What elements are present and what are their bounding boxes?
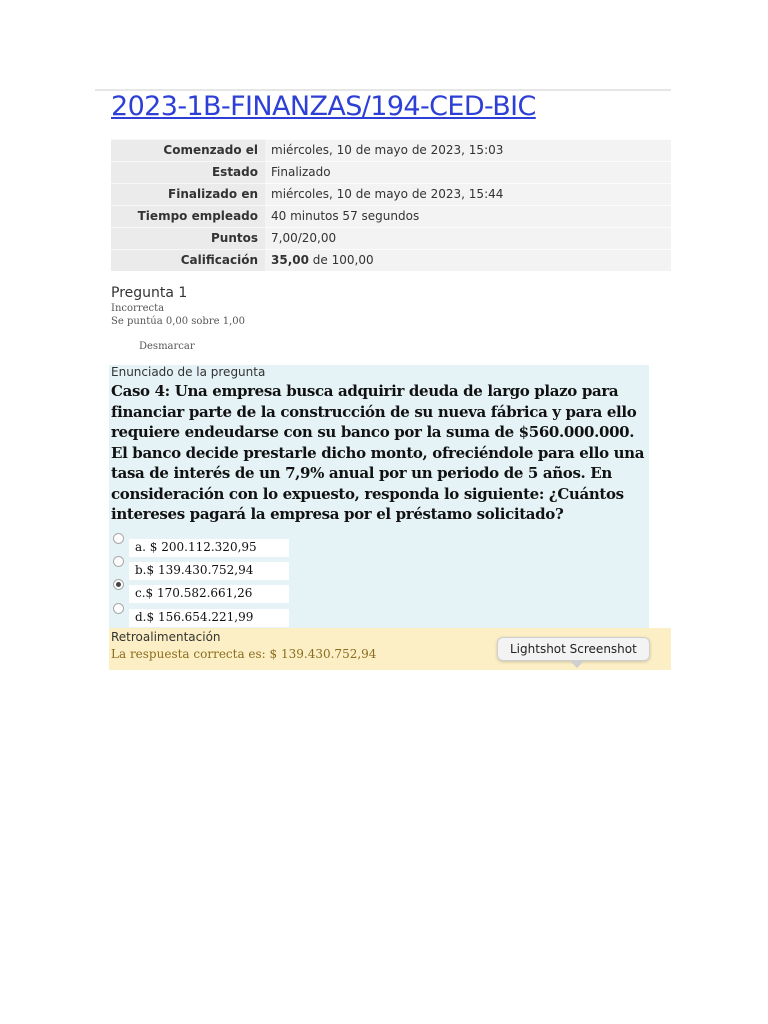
summary-label: Estado xyxy=(111,162,265,184)
summary-row-finished xyxy=(111,184,671,206)
answer-option-b[interactable] xyxy=(109,556,409,578)
summary-row-time xyxy=(111,206,671,228)
summary-label: Tiempo empleado xyxy=(111,206,265,228)
course-title-link[interactable]: 2023-1B-FINANZAS/194-CED-BIC xyxy=(111,91,536,122)
question-text: Caso 4: Una empresa busca adquirir deuda de largo plazo para financiar parte de la construcción de su nueva fábrica y para ello requiere endeudarse con su banco por la suma de $560.000.000. El banco decide prestarle dicho monto, ofreciéndole para ello una tasa de interés de un 7,9% anual por un periodo de 5 años. En consideración con lo expuesto, responda lo siguiente: ¿Cuántos intereses pagará la empresa por el préstamo solicitado? xyxy=(111,382,645,523)
summary-row-started xyxy=(111,140,671,162)
correct-answer-text: La respuesta correcta es: $ 139.430.752,94 xyxy=(111,647,377,661)
answer-label: c.$ 170.582.661,26 xyxy=(135,586,253,600)
question-grade: Se puntúa 0,00 sobre 1,00 xyxy=(111,316,245,327)
summary-value: miércoles, 10 de mayo de 2023, 15:03 xyxy=(265,140,671,162)
summary-value: 7,00/20,00 xyxy=(265,228,671,250)
radio-button[interactable] xyxy=(113,556,124,567)
summary-row-grade xyxy=(111,250,671,272)
statement-label: Enunciado de la pregunta xyxy=(111,365,266,379)
answer-option-d[interactable] xyxy=(109,603,409,625)
summary-value: 40 minutos 57 segundos xyxy=(265,206,671,228)
summary-label: Puntos xyxy=(111,228,265,250)
attempt-summary-table xyxy=(111,139,671,271)
grade-max: de 100,00 xyxy=(308,253,374,267)
answer-option-c[interactable] xyxy=(109,579,409,601)
question-info xyxy=(111,285,311,352)
grade-value: 35,00 xyxy=(271,253,309,267)
question-formulation xyxy=(109,365,649,628)
summary-value xyxy=(265,250,671,272)
summary-label: Calificación xyxy=(111,250,265,272)
screenshot-area xyxy=(95,89,671,670)
answer-label: a. $ 200.112.320,95 xyxy=(135,540,257,554)
question-number: Pregunta 1 xyxy=(111,285,188,301)
answer-option-a[interactable] xyxy=(109,533,409,555)
radio-button[interactable] xyxy=(113,603,124,614)
answer-label: d.$ 156.654.221,99 xyxy=(135,610,254,624)
question-state: Incorrecta xyxy=(111,303,165,314)
radio-button-selected[interactable] xyxy=(113,579,124,590)
summary-row-state xyxy=(111,162,671,184)
feedback-label: Retroalimentación xyxy=(111,630,221,644)
lightshot-tooltip: Lightshot Screenshot xyxy=(497,637,650,661)
summary-value: miércoles, 10 de mayo de 2023, 15:44 xyxy=(265,184,671,206)
unflag-question-link[interactable]: Desmarcar xyxy=(139,341,195,352)
radio-button[interactable] xyxy=(113,533,124,544)
answer-label: b.$ 139.430.752,94 xyxy=(135,563,254,577)
summary-row-points xyxy=(111,228,671,250)
summary-label: Finalizado en xyxy=(111,184,265,206)
summary-label: Comenzado el xyxy=(111,140,265,162)
summary-value: Finalizado xyxy=(265,162,671,184)
tooltip-arrow-icon xyxy=(570,661,584,668)
